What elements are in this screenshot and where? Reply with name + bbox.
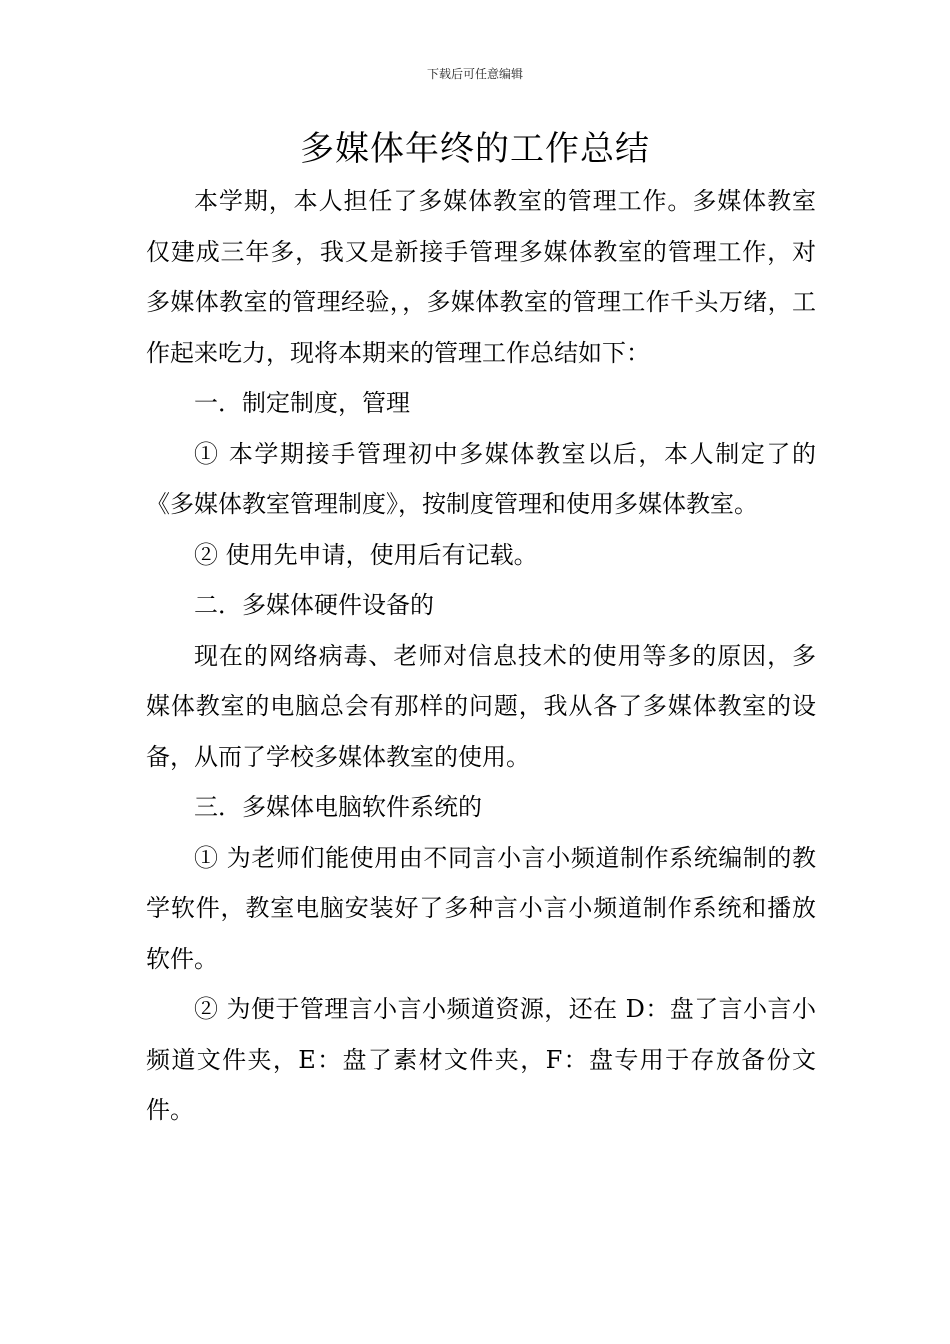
paragraph-item-3-2: ② 为便于管理言小言小频道资源，还在 D：盘了言小言小频道文件夹，E：盘了素材文件夹，F：盘专用于存放备份文件。 xyxy=(146,995,816,1124)
document-title: 多媒体年终的工作总结 xyxy=(300,129,650,169)
paragraph-item-1-2: ② 使用先申请，使用后有记载。 xyxy=(194,540,538,569)
header-note: 下载后可任意编辑 xyxy=(426,67,523,81)
section-heading-1: 一．制定制度，管理 xyxy=(194,389,410,417)
paragraph-item-1-1: ① 本学期接手管理初中多媒体教室以后，本人制定了的《多媒体教室管理制度》，按制度管理和使用多媒体教室。 xyxy=(146,439,816,518)
paragraph-section-2: 现在的网络病毒、老师对信息技术的使用等多的原因，多媒体教室的电脑总会有那样的问题，我从各了多媒体教室的设备，从而了学校多媒体教室的使用。 xyxy=(146,641,816,771)
paragraph-item-3-1: ① 为老师们能使用由不同言小言小频道制作系统编制的教学软件，教室电脑安装好了多种言小言小频道制作系统和播放软件。 xyxy=(146,843,816,973)
section-heading-2: 二．多媒体硬件设备的 xyxy=(194,591,434,619)
section-heading-3: 三．多媒体电脑软件系统的 xyxy=(194,793,482,821)
document-body xyxy=(146,176,816,1136)
paragraph-intro: 本学期，本人担任了多媒体教室的管理工作。多媒体教室仅建成三年多，我又是新接手管理多媒体教室的管理工作，对多媒体教室的管理经验，，多媒体教室的管理工作千头万绪，工作起来吃力，现将本期来的管理工作总结如下： xyxy=(146,187,816,367)
